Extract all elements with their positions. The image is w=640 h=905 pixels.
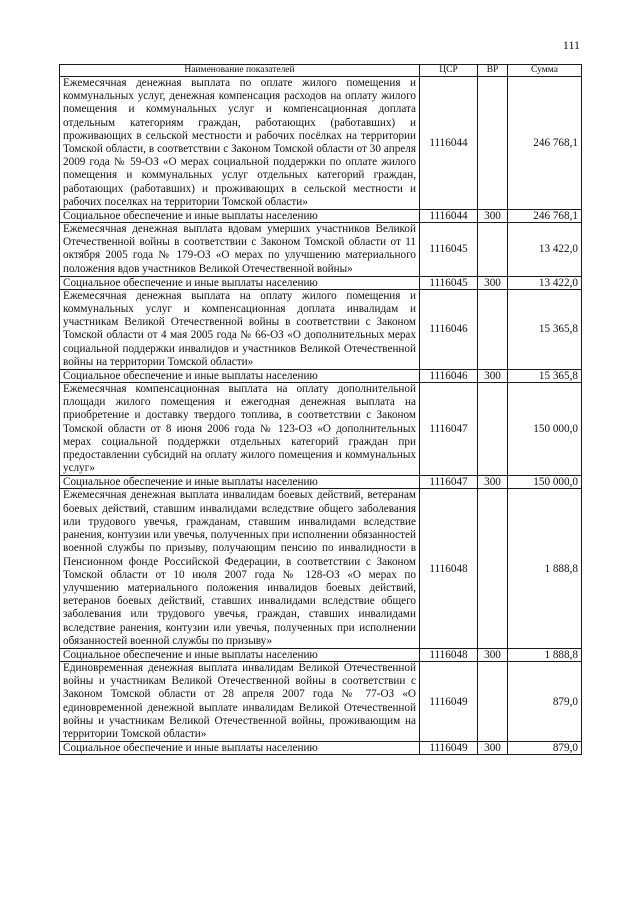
row-vr: 300 xyxy=(478,648,508,661)
row-csr: 1116048 xyxy=(420,489,478,648)
row-name: Социальное обеспечение и иные выплаты населению xyxy=(60,476,420,489)
row-csr: 1116045 xyxy=(420,223,478,277)
row-name: Ежемесячная денежная выплата на оплату жилого помещения и коммунальных услуг и компенсационная доплата инвалидам и участникам Великой Отечественной войны в соответствии с Законом Томской области от 4 мая 2005 года № 66-ОЗ «О дополнительных мерах социальной поддержки инвалидов и участников Великой Отечественной войны на территории Томской области» xyxy=(60,289,420,369)
row-csr: 1116049 xyxy=(420,742,478,755)
row-csr: 1116044 xyxy=(420,210,478,223)
row-name: Социальное обеспечение и иные выплаты населению xyxy=(60,276,420,289)
row-csr: 1116049 xyxy=(420,661,478,741)
row-csr: 1116046 xyxy=(420,289,478,369)
row-name: Ежемесячная денежная выплата по оплате жилого помещения и коммунальных услуг, денежная компенсация расходов на оплату жилого помещения и коммунальных услуг и компенсационная доплата отдельным категориям граждан, работающих (работавших) и проживающих в сельской местности и рабочих посёлках на территории Томской области, в соответствии с Законом Томской области от 30 апреля 2009 года № 59-ОЗ «О мерах социальной поддержки по оплате жилого помещения и коммунальных услуг отдельных категорий граждан, работающих (работавших) и проживающих в сельской местности и рабочих поселках на территории Томской области» xyxy=(60,77,420,210)
row-csr: 1116047 xyxy=(420,383,478,476)
row-sum: 246 768,1 xyxy=(508,77,582,210)
row-vr xyxy=(478,223,508,277)
table-row xyxy=(60,489,582,648)
row-vr xyxy=(478,77,508,210)
row-sum: 150 000,0 xyxy=(508,476,582,489)
row-csr: 1116048 xyxy=(420,648,478,661)
row-name: Социальное обеспечение и иные выплаты населению xyxy=(60,370,420,383)
page-number: 111 xyxy=(562,38,580,52)
row-name: Социальное обеспечение и иные выплаты населению xyxy=(60,210,420,223)
row-csr: 1116044 xyxy=(420,77,478,210)
table-row xyxy=(60,661,582,741)
column-header-csr: ЦСР xyxy=(420,65,478,77)
row-csr: 1116047 xyxy=(420,476,478,489)
row-sum: 1 888,8 xyxy=(508,648,582,661)
table-row xyxy=(60,648,582,661)
table-row xyxy=(60,289,582,369)
table-row xyxy=(60,210,582,223)
row-sum: 150 000,0 xyxy=(508,383,582,476)
table-row xyxy=(60,77,582,210)
table-header-row xyxy=(60,65,582,77)
row-vr: 300 xyxy=(478,476,508,489)
row-sum: 1 888,8 xyxy=(508,489,582,648)
row-name: Социальное обеспечение и иные выплаты населению xyxy=(60,742,420,755)
row-sum: 879,0 xyxy=(508,661,582,741)
row-vr xyxy=(478,383,508,476)
row-vr: 300 xyxy=(478,742,508,755)
column-header-vr: ВР xyxy=(478,65,508,77)
table-row xyxy=(60,370,582,383)
row-sum: 13 422,0 xyxy=(508,223,582,277)
row-sum: 15 365,8 xyxy=(508,370,582,383)
table-row xyxy=(60,742,582,755)
row-vr xyxy=(478,661,508,741)
column-header-name: Наименование показателей xyxy=(60,65,420,77)
row-name: Ежемесячная компенсационная выплата на оплату дополнительной площади жилого помещения и ежегодная денежная выплата на приобретение и доставку твердого топлива, в соответствии с Законом Томской области от 8 июня 2006 года № 123-ОЗ «О дополнительных мерах социальной поддержки отдельных категорий граждан при предоставлении субсидий на оплату жилого помещения и коммунальных услуг» xyxy=(60,383,420,476)
row-sum: 15 365,8 xyxy=(508,289,582,369)
row-sum: 879,0 xyxy=(508,742,582,755)
column-header-sum: Сумма xyxy=(508,65,582,77)
row-name: Единовременная денежная выплата инвалидам Великой Отечественной войны и участникам Великой Отечественной войны в соответствии с Законом Томской области от 28 апреля 2007 года № 77-ОЗ «О единовременной денежной выплате инвалидам Великой Отечественной войны и участникам Великой Отечественной войны, проживающим на территории Томской области» xyxy=(60,661,420,741)
row-name: Ежемесячная денежная выплата вдовам умерших участников Великой Отечественной войны в соответствии с Законом Томской области от 11 октября 2005 года № 179-ОЗ «О мерах по улучшению материального положения вдов участников Великой Отечественной войны» xyxy=(60,223,420,277)
budget-table xyxy=(59,64,582,755)
row-csr: 1116046 xyxy=(420,370,478,383)
row-vr xyxy=(478,289,508,369)
table-row xyxy=(60,276,582,289)
row-vr xyxy=(478,489,508,648)
row-sum: 246 768,1 xyxy=(508,210,582,223)
table-row xyxy=(60,223,582,277)
row-vr: 300 xyxy=(478,276,508,289)
row-sum: 13 422,0 xyxy=(508,276,582,289)
row-csr: 1116045 xyxy=(420,276,478,289)
table-row xyxy=(60,383,582,476)
row-vr: 300 xyxy=(478,370,508,383)
row-vr: 300 xyxy=(478,210,508,223)
row-name: Ежемесячная денежная выплата инвалидам боевых действий, ветеранам боевых действий, ставшим инвалидами вследствие общего заболевания или трудового увечья, гражданам, ставшим инвалидами вследствие ранения, контузии или увечья, полученных при исполнении обязанностей военной службы по призыву, получающим пенсию по инвалидности в Пенсионном фонде Российской Федерации, в соответствии с Законом Томской области от 10 июля 2007 года № 128-ОЗ «О мерах по улучшению материального положения инвалидов боевых действий, ветеранов боевых действий, ставших инвалидами вследствие общего заболевания или трудового увечья, граждан, ставших инвалидами вследствие ранения, контузии или увечья, полученных при исполнении обязанностей военной службы по призыву» xyxy=(60,489,420,648)
row-name: Социальное обеспечение и иные выплаты населению xyxy=(60,648,420,661)
table-row xyxy=(60,476,582,489)
